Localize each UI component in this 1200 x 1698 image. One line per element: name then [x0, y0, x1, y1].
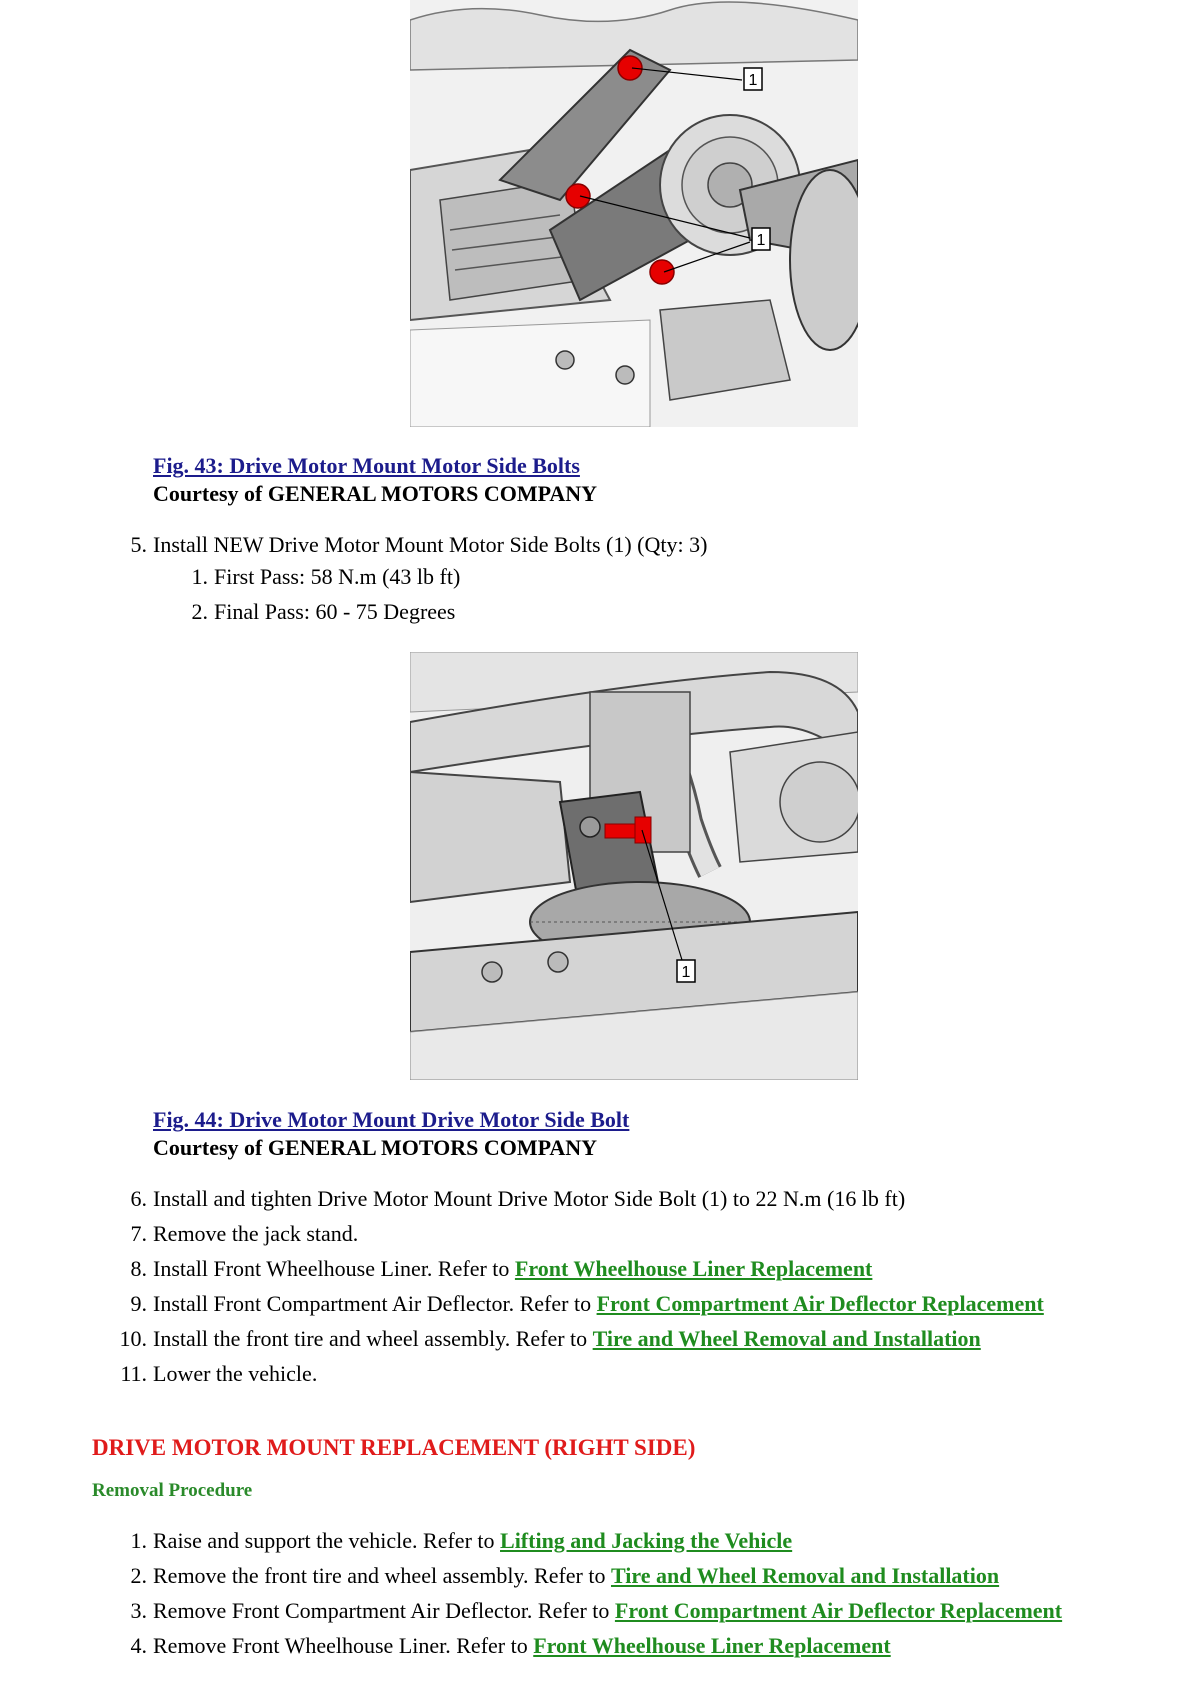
step-text: Install NEW Drive Motor Mount Motor Side Bolts (1) (Qty: 3): [153, 532, 708, 557]
list-item: 4. Remove Front Wheelhouse Liner. Refer to Front Wheelhouse Liner Replacement: [130, 1633, 891, 1658]
substeps-list: [153, 563, 1113, 625]
figure-44-callout: 1: [681, 964, 691, 981]
front-wheelhouse-liner-link[interactable]: Front Wheelhouse Liner Replacement: [533, 1633, 891, 1658]
step-text: Install Front Wheelhouse Liner. Refer to: [153, 1256, 515, 1281]
figure-43-callout: 1: [756, 232, 766, 249]
removal-steps-list: [0, 1527, 1113, 1667]
figure-44-image: [410, 652, 858, 1080]
front-compartment-air-deflector-link[interactable]: Front Compartment Air Deflector Replacement: [596, 1291, 1044, 1316]
step-text: Remove Front Compartment Air Deflector. Refer to: [153, 1598, 615, 1623]
lifting-jacking-link[interactable]: Lifting and Jacking the Vehicle: [500, 1528, 793, 1553]
figure-43-courtesy: Courtesy of GENERAL MOTORS COMPANY: [153, 481, 598, 506]
figure-44-link[interactable]: Fig. 44: Drive Motor Mount Drive Motor Side Bolt: [153, 1107, 630, 1132]
front-wheelhouse-liner-link[interactable]: Front Wheelhouse Liner Replacement: [514, 1256, 873, 1281]
step-text: Remove Front Wheelhouse Liner. Refer to: [153, 1633, 534, 1658]
step-text: Lower the vehicle.: [153, 1361, 318, 1386]
figure-43-callout: 1: [748, 72, 758, 89]
list-item: 7. Remove the jack stand.: [130, 1221, 359, 1246]
tire-wheel-removal-link[interactable]: Tire and Wheel Removal and Installation: [610, 1563, 1000, 1588]
step-text: Install and tighten Drive Motor Mount Drive Motor Side Bolt (1) to 22 N.m (16 lb ft): [153, 1186, 906, 1211]
step-text: Install the front tire and wheel assembly. Refer to: [153, 1326, 593, 1351]
list-item: 6. Install and tighten Drive Motor Mount Drive Motor Side Bolt (1) to 22 N.m (16 lb ft): [130, 1186, 906, 1211]
figure-43-image: [410, 0, 858, 427]
list-item: 2. Final Pass: 60 - 75 Degrees: [191, 599, 456, 624]
list-item: 9. Install Front Compartment Air Deflector. Refer to Front Compartment Air Deflector Replacement: [130, 1291, 1044, 1316]
list-item: 5. Install NEW Drive Motor Mount Motor Side Bolts (1) (Qty: 3) 1. First Pass: 58 N.m (43 lb ft) 2. Final Pass: 60 - 75 Degrees: [153, 531, 1113, 625]
step-text: Install Front Compartment Air Deflector. Refer to: [153, 1291, 597, 1316]
front-compartment-air-deflector-link[interactable]: Front Compartment Air Deflector Replacement: [614, 1598, 1063, 1623]
install-steps-list-b: [0, 1185, 1113, 1395]
install-steps-list-a: [0, 531, 1113, 633]
step-text: Remove the jack stand.: [153, 1221, 359, 1246]
list-item: 3. Remove Front Compartment Air Deflector. Refer to Front Compartment Air Deflector Replacement: [130, 1598, 1063, 1623]
list-item: 11. Lower the vehicle.: [120, 1361, 318, 1386]
step-text: Final Pass: 60 - 75 Degrees: [214, 599, 456, 624]
figure-43-link[interactable]: Fig. 43: Drive Motor Mount Motor Side Bolts: [153, 453, 580, 478]
step-text: Raise and support the vehicle. Refer to: [153, 1528, 501, 1553]
list-item: 8. Install Front Wheelhouse Liner. Refer to Front Wheelhouse Liner Replacement: [130, 1256, 873, 1281]
list-item: 10. Install the front tire and wheel assembly. Refer to Tire and Wheel Removal and Installation: [119, 1326, 981, 1351]
section-subtitle: Removal Procedure: [92, 1480, 253, 1501]
figure-43-caption: [153, 452, 597, 508]
list-item: 1. First Pass: 58 N.m (43 lb ft): [191, 564, 461, 589]
tire-wheel-removal-link[interactable]: Tire and Wheel Removal and Installation: [592, 1326, 981, 1351]
list-item: 1. Raise and support the vehicle. Refer to Lifting and Jacking the Vehicle: [130, 1528, 793, 1553]
section-title: DRIVE MOTOR MOUNT REPLACEMENT (RIGHT SIDE): [92, 1435, 696, 1460]
step-text: First Pass: 58 N.m (43 lb ft): [214, 564, 461, 589]
figure-44-caption: [153, 1106, 629, 1162]
list-item: 2. Remove the front tire and wheel assembly. Refer to Tire and Wheel Removal and Installation: [130, 1563, 1000, 1588]
figure-44-courtesy: Courtesy of GENERAL MOTORS COMPANY: [153, 1135, 598, 1160]
step-text: Remove the front tire and wheel assembly. Refer to: [153, 1563, 611, 1588]
